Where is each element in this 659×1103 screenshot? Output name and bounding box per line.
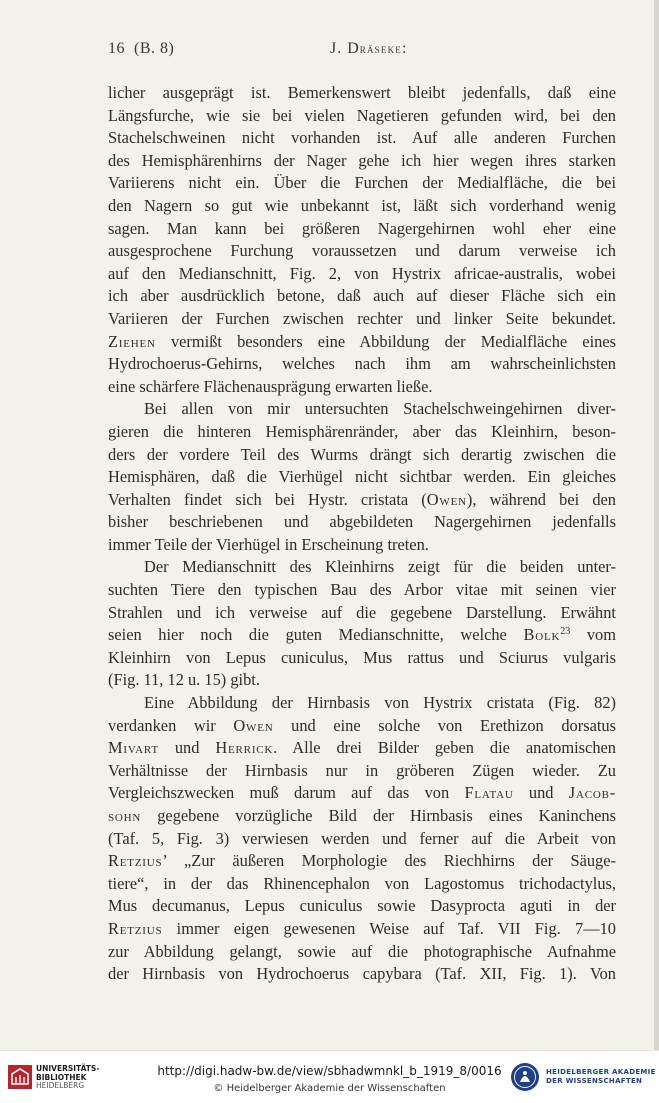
text-line: [108, 895, 616, 918]
text-run: Strahlen und ich verweise auf die gegebene Darstellung. Erwähnt: [108, 602, 616, 622]
text-line: [108, 963, 616, 986]
text-run: Längsfurche, wie sie bei vielen Nagetieren gefunden wird, bei den: [108, 105, 616, 125]
footer-bar: [0, 1050, 659, 1103]
text-run: suchten Tiere den typischen Bau des Arbor vitae mit seinen vier: [108, 580, 616, 600]
text-run: ich aber ausdrücklich betone, daß auch auf dieser Fläche sich ein: [108, 286, 616, 306]
text-line: [108, 828, 616, 851]
copyright-notice: © Heidelberger Akademie der Wissenschaften: [213, 1083, 446, 1094]
text-run: Variierens nicht ein. Über die Furchen der Medialfläche, die bei: [108, 173, 616, 193]
text-line: [108, 195, 616, 218]
author-name: sohn: [108, 806, 142, 825]
text-run: seien hier noch die guten Medianschnitte, welche: [108, 625, 524, 645]
text-run: immer Teile der Vierhügel in Erscheinung treten.: [108, 534, 429, 554]
author-name: Herrick: [215, 738, 274, 758]
text-run: ), während bei den: [466, 489, 616, 509]
text-run: (Taf. 5, Fig. 3) verwiesen werden und ferner auf die Arbeit von: [108, 828, 616, 848]
text-line: [108, 647, 616, 670]
text-run: der Hirnbasis von Hydrochoerus capybara (Taf. XII, Fig. 1). Von: [108, 964, 616, 984]
permalink-url[interactable]: http://digi.hadw-bw.de/view/sbhadwmnkl_b_1919_8/0016: [157, 1064, 502, 1078]
page-edge: [654, 0, 659, 1050]
text-run: vom: [570, 625, 616, 645]
text-line: [108, 331, 616, 354]
text-line: [108, 941, 616, 964]
author-name: Retzius: [108, 918, 163, 938]
text-run: licher ausgeprägt ist. Bemerkenswert bleibt jedenfalls, daß eine: [108, 83, 616, 102]
text-line: [108, 556, 616, 579]
footnote-ref: 23: [560, 626, 571, 638]
text-run: vermißt besonders eine Abbildung der Medialfläche eines: [155, 331, 616, 351]
text-run: auf den Medianschnitt, Fig. 2, von Hystrix africae-australis, wobei: [108, 263, 616, 283]
text-line: [108, 511, 616, 534]
text-line: [108, 376, 616, 399]
text-run: Hemisphären, daß die Vierhügel nicht sichtbar werden. Ein gleiches: [108, 467, 616, 487]
text-line: [108, 782, 616, 805]
author-name: Mivart: [108, 738, 159, 758]
author-name: Owen: [233, 715, 274, 735]
text-run: Verhalten findet sich bei Hystr. cristata (: [108, 489, 427, 509]
author-name: Bolk: [523, 625, 561, 645]
text-run: eine schärfere Flächenausprägung erwarten ließe.: [108, 376, 433, 396]
text-run: Eine Abbildung der Hirnbasis von Hystrix cristata (Fig. 82): [144, 693, 616, 713]
text-line: [108, 398, 616, 421]
text-line: [108, 805, 616, 828]
text-line: [108, 850, 616, 873]
ub-heidelberg-wordmark: UNIVERSITÄTS- BIBLIOTHEK HEIDELBERG: [36, 1064, 100, 1090]
text-line: [108, 240, 616, 263]
text-run: und: [158, 738, 216, 758]
text-line: [108, 602, 616, 625]
running-author: J. Dräseke:: [330, 40, 408, 57]
text-run: ausgesprochene Furchung voraussetzen und darum verweise ich: [108, 241, 616, 261]
academy-wordmark: HEIDELBERGER AKADEMIE DER WISSENSCHAFTEN: [546, 1068, 656, 1085]
text-run: Der Medianschnitt des Kleinhirns zeigt für die beiden unter-: [144, 557, 616, 577]
text-line: [108, 489, 616, 512]
text-run: (Fig. 11, 12 u. 15) gibt.: [108, 670, 260, 690]
text-run: zur Abbildung gelangt, sowie auf die photographische Aufnahme: [108, 941, 616, 961]
text-line: [108, 466, 616, 489]
text-run: Variieren der Furchen zwischen rechter und linker Seite bekundet.: [108, 308, 616, 328]
academy-seal-icon: [510, 1062, 540, 1092]
text-line: [108, 579, 616, 602]
text-run: bisher beschriebenen und abgebildeten Nagergehirnen jedenfalls: [108, 512, 616, 532]
author-name: Jacob-: [568, 783, 616, 803]
text-line: [108, 285, 616, 308]
author-name: Flatau: [464, 783, 514, 803]
text-run: gegebene vorzügliche Bild der Hirnbasis eines Kaninchens: [141, 806, 616, 825]
text-line: [108, 715, 616, 738]
text-line: [108, 150, 616, 173]
text-line: [108, 421, 616, 444]
text-line: [108, 737, 616, 760]
running-header: [108, 40, 616, 64]
text-line: [108, 105, 616, 128]
text-run: verdanken wir: [108, 715, 234, 735]
text-line: [108, 918, 616, 941]
text-line: [108, 692, 616, 715]
author-name: Owen: [426, 489, 467, 509]
text-line: [108, 82, 616, 105]
text-line: [108, 353, 616, 376]
page-number: 16 (B. 8): [108, 40, 175, 57]
text-run: Vergleichszwecken muß darum auf das von: [108, 783, 465, 803]
text-line: [108, 873, 616, 896]
text-run: Bei allen von mir untersuchten Stachelschweingehirnen diver-: [144, 399, 616, 419]
text-run: Hydrochoerus-Gehirns, welches nach ihm am wahrscheinlichsten: [108, 354, 616, 374]
text-run: ’ „Zur äußeren Morphologie des Riechhirns der Säuge-: [162, 851, 616, 871]
text-run: und: [513, 783, 569, 803]
text-run: immer eigen gewesenen Weise auf Taf. VII Fig. 7—10: [162, 918, 616, 938]
text-line: [108, 669, 616, 692]
text-run: . Alle drei Bilder geben die anatomischen: [273, 738, 616, 758]
text-line: [108, 263, 616, 286]
author-name: Ziehen: [108, 331, 156, 351]
text-run: Stachelschweinen nicht vorhanden ist. Auf alle anderen Furchen: [108, 128, 616, 148]
body-text: [108, 82, 616, 986]
text-line: [108, 308, 616, 331]
text-line: [108, 624, 616, 647]
text-run: ders der vordere Teil des Wurms drängt sich derartig zwischen die: [108, 444, 616, 464]
text-run: den Nagern so gut wie unbekannt ist, läßt sich vorderhand wenig: [108, 195, 616, 215]
text-line: [108, 760, 616, 783]
text-line: [108, 444, 616, 467]
text-run: Verhältnisse der Hirnbasis nur in gröberen Zügen wieder. Zu: [108, 760, 616, 780]
text-line: [108, 172, 616, 195]
text-line: [108, 534, 616, 557]
text-line: [108, 127, 616, 150]
text-run: tiere“, in der das Rhinencephalon von Lagostomus trichodactylus,: [108, 873, 616, 893]
text-run: des Hemisphärenhirns der Nager gehe ich hier wegen ihres starken: [108, 150, 616, 170]
text-run: Kleinhirn von Lepus cuniculus, Mus rattus und Sciurus vulgaris: [108, 647, 616, 667]
text-run: sagen. Man kann bei größeren Nagergehirnen wohl eher eine: [108, 218, 616, 238]
author-name: Retzius: [108, 851, 163, 871]
text-line: [108, 218, 616, 241]
text-run: Mus decumanus, Lepus cuniculus sowie Dasyprocta aguti in der: [108, 896, 616, 916]
text-run: gieren die hinteren Hemisphärenränder, aber das Kleinhirn, beson-: [108, 421, 616, 441]
text-run: und eine solche von Erethizon dorsatus: [273, 715, 616, 735]
